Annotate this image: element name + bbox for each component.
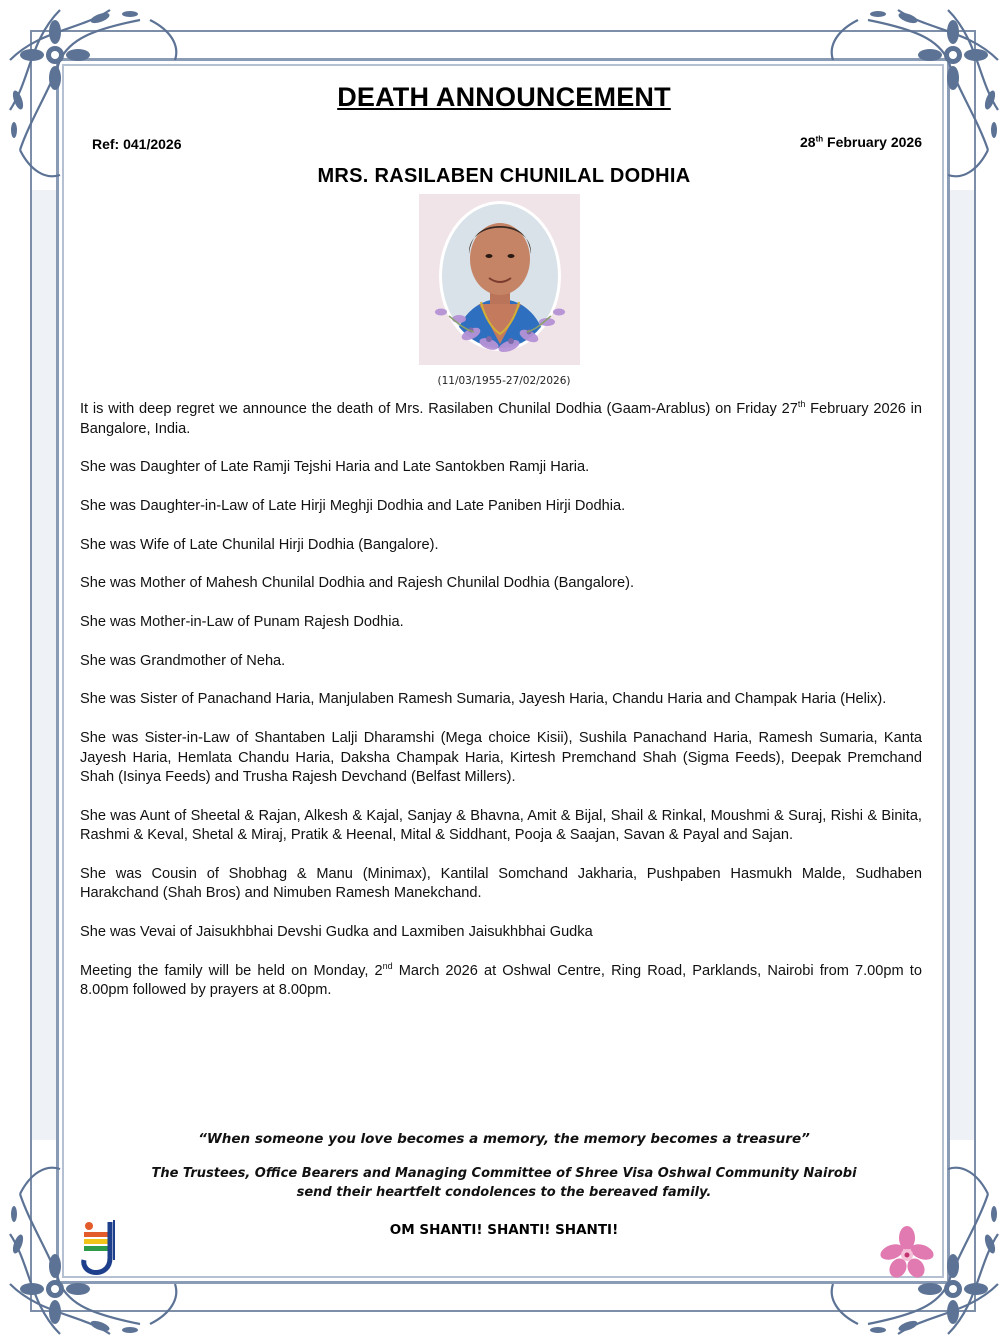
paragraph-aunt: She was Aunt of Sheetal & Rajan, Alkesh & Kajal, Sanjay & Bhavna, Amit & Bijal, Shail & Rinkal, Moushmi & Suraj, Rishi & Binita, Rashmi & Keval, Shetal & Miraj, Pratik & Heenal, Mital & Siddhant, Pooja & Saajan, Savan & Payal and Sajan. xyxy=(80,807,922,844)
date-month-year: February 2026 xyxy=(823,134,922,150)
date-suffix: th xyxy=(815,134,824,144)
ordinal-suffix: th xyxy=(797,399,806,410)
community-logo-icon xyxy=(80,1218,120,1276)
announcement-date xyxy=(800,134,922,150)
paragraph-meeting xyxy=(80,962,922,1001)
portrait-photo xyxy=(419,194,580,365)
paragraph-cousin: She was Cousin of Shobhag & Manu (Minimax), Kantilal Somchand Jakharia, Pushpaben Hasmukh Malde, Sudhaben Harakchand (Shah Bros) and Nimuben Ramesh Manekchand. xyxy=(80,865,922,902)
condolence-line-2: send their heartfelt condolences to the bereaved family. xyxy=(296,1185,712,1200)
paragraph-sister: She was Sister of Panachand Haria, Manjulaben Ramesh Sumaria, Jayesh Haria, Chandu Haria and Champak Haria (Helix). xyxy=(80,691,887,708)
paragraph-text: It is with deep regret we announce the death of Mrs. Rasilaben Chunilal Dodhia (Gaam-Arablus) on Friday 27 xyxy=(80,401,798,417)
condolence-line-1: The Trustees, Office Bearers and Managing Committee of Shree Visa Oshwal Community Nairobi xyxy=(151,1166,857,1181)
memorial-quote: “When someone you love becomes a memory, the memory becomes a treasure” xyxy=(198,1131,810,1147)
paragraph-text: Meeting the family will be held on Monday, 2 xyxy=(80,962,383,979)
paragraph-text: March 2026 at Oshwal Centre, Ring Road, Parklands, Nairobi from 7.00pm to 8.00pm followed by prayers at 8.00pm. xyxy=(80,962,922,999)
reference-number: Ref: 041/2026 xyxy=(92,136,182,152)
ordinal-suffix: nd xyxy=(382,960,393,971)
paragraph-daughter: She was Daughter of Late Ramji Tejshi Haria and Late Santokben Ramji Haria. xyxy=(80,459,590,476)
page-title: DEATH ANNOUNCEMENT xyxy=(337,82,671,112)
paragraph-daughter-in-law: She was Daughter-in-Law of Late Hirji Meghji Dodhia and Late Paniben Hirji Dodhia. xyxy=(80,497,626,514)
paragraph-sister-in-law: She was Sister-in-Law of Shantaben Lalji Dharamshi (Mega choice Kisii), Sushila Panachand Haria, Ramesh Sumaria, Kanta Jayesh Haria, Hemlata Chandu Haria, Daksha Champak Haria, Kirtesh Premchand Shah (Sigma Feeds), Deepak Premchand Shah (Isinya Feeds) and Trusha Rajesh Devchand (Belfast Millers). xyxy=(80,730,922,785)
orchid-flower-icon xyxy=(880,1226,934,1280)
paragraph-grandmother: She was Grandmother of Neha. xyxy=(80,652,286,669)
life-dates: (11/03/1955-27/02/2026) xyxy=(437,375,571,387)
announcement-body xyxy=(80,400,922,1020)
paragraph-text: February 2026 in Bangalore, India. xyxy=(80,401,922,437)
om-shanti-closing: OM SHANTI! SHANTI! SHANTI! xyxy=(389,1222,619,1238)
condolence-message xyxy=(0,1164,1008,1202)
portrait-illustration xyxy=(419,194,580,365)
paragraph-death-notice xyxy=(80,400,922,439)
paragraph-mother-in-law: She was Mother-in-Law of Punam Rajesh Dodhia. xyxy=(80,613,404,630)
paragraph-wife: She was Wife of Late Chunilal Hirji Dodhia (Bangalore). xyxy=(80,536,439,553)
date-day: 28 xyxy=(800,134,816,150)
deceased-name: MRS. RASILABEN CHUNILAL DODHIA xyxy=(317,165,691,187)
paragraph-mother: She was Mother of Mahesh Chunilal Dodhia and Rajesh Chunilal Dodhia (Bangalore). xyxy=(80,575,635,592)
paragraph-vevai: She was Vevai of Jaisukhbhai Devshi Gudka and Laxmiben Jaisukhbhai Gudka xyxy=(80,924,593,941)
